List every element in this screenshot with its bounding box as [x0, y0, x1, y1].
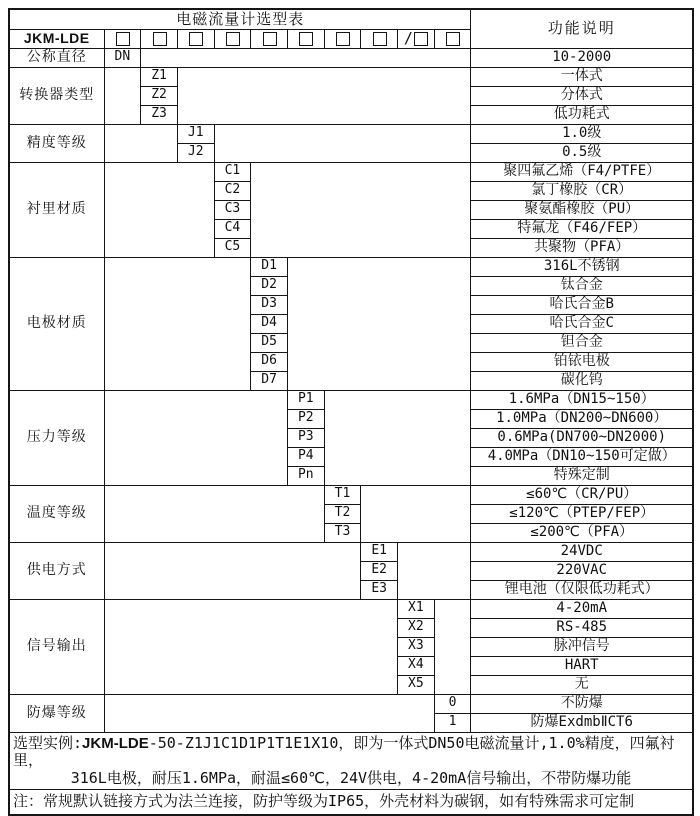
option-description: 锂电池（仅限低功耗式）: [471, 580, 693, 599]
option-code: C5: [214, 238, 251, 257]
option-description: 氯丁橡胶（CR）: [471, 181, 693, 200]
model-digit-box: [104, 29, 141, 48]
option-description: 一体式: [471, 67, 693, 86]
option-description: 无: [471, 675, 693, 694]
option-code: D5: [251, 333, 288, 352]
category-label: 转换器类型: [9, 67, 104, 124]
function-column-header: 功能说明: [471, 9, 693, 48]
checkbox-icon: [414, 32, 428, 46]
checkbox-icon: [226, 32, 240, 46]
option-description: 脉冲信号: [471, 637, 693, 656]
checkbox-icon: [299, 32, 313, 46]
spacer-cell: [214, 124, 471, 162]
spacer-cell: [104, 390, 287, 485]
option-code: 1: [434, 713, 471, 732]
option-description: HART: [471, 656, 693, 675]
option-description: 钛合金: [471, 276, 693, 295]
spacer-cell: [104, 599, 398, 694]
model-digit-box: [434, 29, 471, 48]
option-description: 1.6MPa（DN15~150）: [471, 390, 693, 409]
option-code: X3: [398, 637, 435, 656]
category-label: 温度等级: [9, 485, 104, 542]
spacer-cell: [104, 257, 251, 390]
model-digit-box: [141, 29, 178, 48]
category-label: 精度等级: [9, 124, 104, 162]
option-code: X4: [398, 656, 435, 675]
model-digit-box: [398, 29, 435, 48]
option-description: 碳化钨: [471, 371, 693, 390]
spacer-cell: [104, 694, 434, 732]
option-description: 220VAC: [471, 561, 693, 580]
example-rest: -50-Z1J1C1D1P1T1E1X10，即为一体式DN50电磁流量计,1.0%精度，四氟衬里，: [13, 733, 675, 769]
slash-separator: /: [403, 29, 413, 47]
option-code: C2: [214, 181, 251, 200]
option-description: ≤60℃（CR/PU）: [471, 485, 693, 504]
spacer-cell: [141, 48, 471, 67]
option-code: J2: [177, 143, 214, 162]
option-description: 分体式: [471, 86, 693, 105]
example-prefix: 选型实例:: [13, 733, 83, 752]
model-prefix: JKM-LDE: [9, 29, 104, 48]
spacer-cell: [104, 124, 177, 162]
option-description: 低功耗式: [471, 105, 693, 124]
checkbox-icon: [373, 32, 387, 46]
option-description: 铂铱电极: [471, 352, 693, 371]
option-description: 特殊定制: [471, 466, 693, 485]
model-digit-box: [214, 29, 251, 48]
option-description: 1.0级: [471, 124, 693, 143]
option-description: 共聚物（PFA）: [471, 238, 693, 257]
option-code: P4: [287, 447, 324, 466]
option-code: P3: [287, 428, 324, 447]
option-description: 10-2000: [471, 48, 693, 67]
category-label: 供电方式: [9, 542, 104, 599]
model-digit-box: [287, 29, 324, 48]
option-code: DN: [104, 48, 141, 67]
option-description: RS-485: [471, 618, 693, 637]
option-description: 防爆ExdmbⅡCT6: [471, 713, 693, 732]
spacer-cell: [177, 67, 471, 124]
spacer-cell: [104, 67, 141, 124]
option-description: ≤120℃（PTEP/FEP）: [471, 504, 693, 523]
option-description: 哈氏合金B: [471, 295, 693, 314]
note-text: 注：常规默认链接方式为法兰连接，防护等级为IP65，外壳材料为碳钢，如有特殊需求可定制: [9, 790, 693, 815]
option-description: 钽合金: [471, 333, 693, 352]
option-code: 0: [434, 694, 471, 713]
category-label: 公称直径: [9, 48, 104, 67]
option-code: T2: [324, 504, 361, 523]
option-description: 聚氨酯橡胶（PU）: [471, 200, 693, 219]
option-code: D6: [251, 352, 288, 371]
option-code: Pn: [287, 466, 324, 485]
checkbox-icon: [446, 32, 460, 46]
option-code: E2: [361, 561, 398, 580]
category-label: 防爆等级: [9, 694, 104, 732]
checkbox-icon: [116, 32, 130, 46]
checkbox-icon: [336, 32, 350, 46]
spacer-cell: [104, 485, 324, 542]
option-code: D4: [251, 314, 288, 333]
option-description: 不防爆: [471, 694, 693, 713]
example-model: JKM-LDE: [82, 734, 149, 752]
table-title: 电磁流量计选型表: [9, 9, 471, 29]
option-code: J1: [177, 124, 214, 143]
option-description: 4-20mA: [471, 599, 693, 618]
option-description: 特氟龙（F46/FEP）: [471, 219, 693, 238]
option-code: E3: [361, 580, 398, 599]
category-label: 压力等级: [9, 390, 104, 485]
spacer-cell: [104, 542, 361, 599]
option-description: 0.6MPa(DN700~DN2000): [471, 428, 693, 447]
spacer-cell: [104, 162, 214, 257]
option-code: T3: [324, 523, 361, 542]
option-code: D3: [251, 295, 288, 314]
option-code: E1: [361, 542, 398, 561]
option-description: ≤200℃（PFA）: [471, 523, 693, 542]
selection-example: [9, 732, 693, 790]
option-code: Z1: [141, 67, 178, 86]
option-description: 哈氏合金C: [471, 314, 693, 333]
option-description: 24VDC: [471, 542, 693, 561]
checkbox-icon: [153, 32, 167, 46]
option-code: Z2: [141, 86, 178, 105]
model-digit-box: [361, 29, 398, 48]
option-code: Z3: [141, 105, 178, 124]
option-description: 0.5级: [471, 143, 693, 162]
option-code: D2: [251, 276, 288, 295]
option-description: 聚四氟乙烯（F4/PTFE）: [471, 162, 693, 181]
checkbox-icon: [189, 32, 203, 46]
spacer-cell: [361, 485, 471, 542]
option-code: P1: [287, 390, 324, 409]
category-label: 衬里材质: [9, 162, 104, 257]
spacer-cell: [398, 542, 471, 599]
option-code: P2: [287, 409, 324, 428]
option-code: D1: [251, 257, 288, 276]
option-code: T1: [324, 485, 361, 504]
option-description: 1.0MPa（DN200~DN600）: [471, 409, 693, 428]
option-code: D7: [251, 371, 288, 390]
category-label: 电极材质: [9, 257, 104, 390]
option-code: C4: [214, 219, 251, 238]
option-code: C1: [214, 162, 251, 181]
option-code: X5: [398, 675, 435, 694]
option-code: C3: [214, 200, 251, 219]
selection-example-line1: [10, 733, 692, 770]
selection-table: [8, 8, 694, 816]
selection-example-line2: 316L电极，耐压1.6MPa，耐温≤60℃，24V供电，4-20mA信号输出，不带防爆功能: [70, 769, 632, 787]
spacer-cell: [251, 162, 471, 257]
option-code: X1: [398, 599, 435, 618]
model-digit-box: [324, 29, 361, 48]
category-label: 信号输出: [9, 599, 104, 694]
option-code: X2: [398, 618, 435, 637]
option-description: 316L不锈钢: [471, 257, 693, 276]
spacer-cell: [434, 599, 471, 694]
spacer-cell: [287, 257, 471, 390]
model-digit-box: [177, 29, 214, 48]
model-digit-box: [251, 29, 288, 48]
spacer-cell: [324, 390, 471, 485]
checkbox-icon: [263, 32, 277, 46]
option-description: 4.0MPa（DN10~150可定做）: [471, 447, 693, 466]
